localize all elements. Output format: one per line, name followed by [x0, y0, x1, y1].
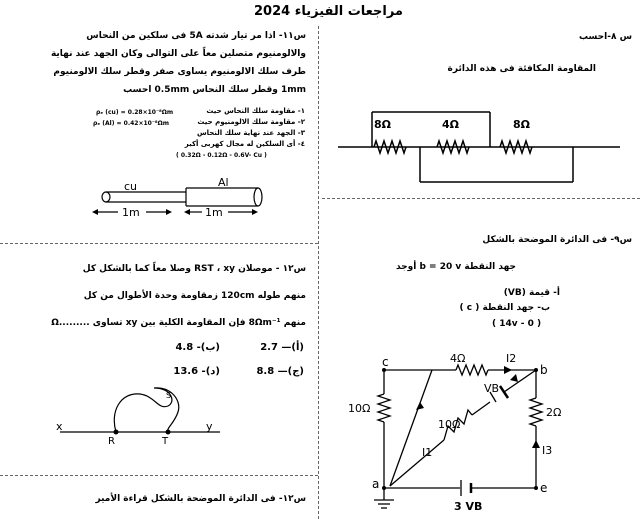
q11-line-3: طرف سلك الالومنيوم يساوى صفر وقطر سلك الالومنيوم	[53, 67, 306, 77]
q12-choice-d-label: (د)	[205, 366, 220, 377]
q12-label-t: T	[162, 436, 169, 447]
q12-line-2: منهم طوله 120cm زمقاومة وحدة الأطوال من كل	[83, 291, 306, 301]
q11-resistivity-al: ρₑ (Al) = 0.42×10⁻⁸Ωm	[93, 120, 169, 127]
q8-circuit	[330, 100, 630, 190]
q11-answer: ( 0.32Ω - 0.12Ω - 0.6V- Cu )	[176, 152, 267, 159]
q11-wire-label-al: Al	[218, 176, 229, 189]
page-title: مراجعات الفيزياء 2024	[254, 4, 403, 19]
q11-length-label-2: 1m	[205, 206, 223, 219]
q12-choice-a: (أ)— 2.7	[260, 342, 304, 353]
q9-circuit	[340, 340, 580, 519]
q8-resistor-label-1: 8Ω	[374, 118, 392, 131]
divider-q8-q9	[322, 198, 640, 199]
q11-item-2: ٢- مقاومة سلك الالومنيوم حيث	[197, 118, 305, 126]
q12-choice-c-label: (ج)	[287, 366, 304, 377]
q9-answer: ( 14v - 0 )	[492, 319, 542, 329]
q9-vb-label: VB	[484, 382, 500, 395]
q9-item-b: ب- جهد النقطة ( c )	[459, 303, 550, 313]
q9-node-a: a	[372, 477, 380, 491]
q9-item-a: أ- قيمة (VB)	[503, 288, 560, 298]
q11-item-4: ٤- أى السلكين له مجال كهربى أكبر	[184, 140, 305, 148]
q11-line-4: 1mm وقطر سلك النحاس 0.5mm احسب	[123, 85, 306, 95]
q9-node-c: c	[382, 355, 389, 369]
q11-item-1: ١- مقاومة سلك النحاس حيث	[206, 107, 305, 115]
q12-label-s: S	[166, 391, 172, 400]
q12-line-3: منهم 8Ωm⁻¹ فإن المقاومة الكلية بين xy تساوى .........Ω	[51, 318, 306, 328]
q8-prompt: المقاومة المكافئة فى هذه الدائرة	[447, 64, 596, 74]
q12-choice-d: (د)- 13.6	[173, 366, 220, 377]
q13-text: س١٢- فى الدائرة الموضحة بالشكل قراءة الأمير	[95, 494, 306, 504]
q8-heading: س ٨-احسب	[578, 32, 632, 42]
q11-item-3: ٣- الجهد عند نهاية سلك النحاس	[196, 129, 305, 137]
q9-r-right: 2Ω	[546, 406, 562, 419]
q12-choice-a-value: 2.7	[260, 342, 278, 353]
q12-choice-c-value: 8.8	[256, 366, 275, 377]
q12-choice-d-value: 13.6	[173, 366, 199, 377]
q8-resistor-label-3: 8Ω	[513, 118, 531, 131]
q11-line-1: س١١- اذا مر تيار شدته 5A فى سلكين من النحاس	[86, 31, 306, 41]
q9-r-diag: 10Ω	[438, 418, 461, 431]
q9-heading: س٩- فى الدائرة الموضحة بالشكل	[482, 235, 632, 245]
q12-label-r: R	[108, 436, 115, 447]
q8-resistor-label-2: 4Ω	[442, 118, 460, 131]
q12-choice-a-label: (أ)	[291, 342, 304, 353]
q9-current-i1: I1	[422, 446, 433, 459]
q12-choice-c: (ج)— 8.8	[256, 366, 304, 377]
q12-label-x: x	[56, 420, 63, 433]
q9-node-b: b	[540, 363, 548, 377]
q9-current-i2: I2	[506, 352, 517, 365]
q9-node-e: e	[540, 481, 548, 495]
q12-choice-b-value: 4.8	[175, 342, 194, 353]
q11-wire-label-cu: cu	[124, 180, 138, 193]
q9-given: جهد النقطة b = 20 v أوجد	[395, 262, 516, 272]
divider-q12-q13	[0, 475, 318, 476]
q12-label-y: y	[206, 420, 213, 433]
q12-choice-b-label: (ب)	[200, 342, 220, 353]
q9-r-left: 10Ω	[348, 402, 371, 415]
q9-r-top: 4Ω	[450, 352, 466, 365]
q9-battery-label: 3 VB	[454, 500, 483, 513]
q11-length-label-1: 1m	[122, 206, 140, 219]
divider-q11-q12	[0, 243, 318, 244]
column-divider	[318, 26, 319, 519]
q11-wire-figure	[78, 176, 293, 222]
q11-line-2: والالومنيوم متصلين معاً على التوالى وكان الجهد عند نهاية	[50, 49, 306, 59]
q11-resistivity-cu: ρₑ (cu) = 0.28×10⁻⁸Ωm	[96, 109, 174, 116]
q12-choice-b: (ب)- 4.8	[175, 342, 220, 353]
q12-wire-figure	[50, 382, 240, 448]
q9-current-i3: I3	[542, 444, 553, 457]
q12-line-1: س١٢ - موصلان RST ، xy وصلا معاً كما بالشكل كل	[82, 264, 306, 274]
